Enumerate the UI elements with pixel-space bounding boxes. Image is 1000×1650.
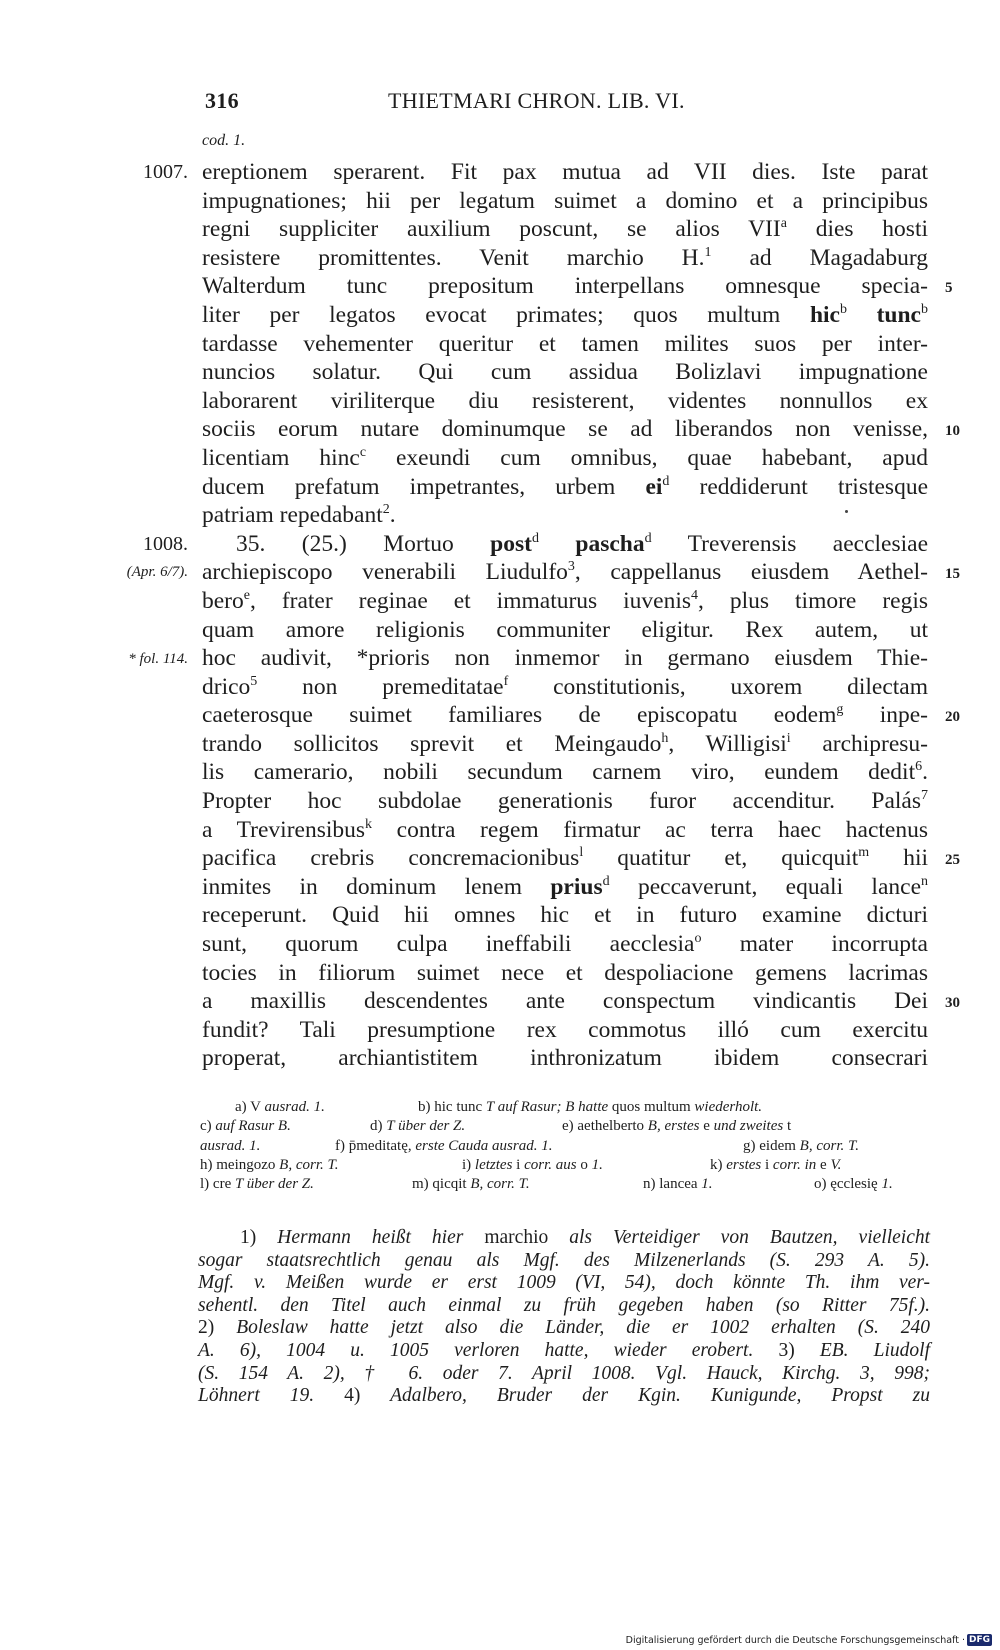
text-line: drico$^5$ non premeditatae$^f$ constitutionis, uxorem dilectam bbox=[202, 673, 928, 700]
text-line: sunt, quorum culpa ineffabili aecclesia$^o$ mater incorrupta bbox=[202, 931, 928, 958]
digitization-credit bbox=[626, 1634, 992, 1646]
margin-folio: * fol. 114. bbox=[128, 651, 188, 667]
text-line: tocies in filiorum suimet nece et despoliacione gemens lacrimas bbox=[202, 959, 928, 986]
text-line: pacifica crebris concremacionibus$^l$ quatitur et, quicquit$^m$ hii bbox=[202, 845, 928, 872]
text-line: fundit? Tali presumptione rex commotus illó cum exercitu bbox=[202, 1016, 928, 1043]
line-number-20: 20 bbox=[945, 709, 960, 725]
text-line: bero$^e$, frater reginae et immaturus iuvenis$^4$, plus timore regis bbox=[202, 587, 929, 614]
footnotes bbox=[198, 1227, 930, 1408]
text-line: a maxillis descendentes ante conspectum vindicantis Dei bbox=[202, 988, 928, 1015]
line-number-5: 5 bbox=[945, 280, 953, 296]
margin-year-1008: 1008. bbox=[143, 533, 188, 555]
critical-apparatus bbox=[200, 1098, 930, 1194]
page-number: 316 bbox=[205, 88, 239, 113]
text-line: a Trevirensibus$^k$ contra regem firmatur ac terra haec hactenus bbox=[202, 816, 928, 843]
text-line: lis camerario, nobili secundum carnem viro, eundem dedit$^6$. bbox=[202, 759, 928, 786]
apparatus-row: ausrad. 1. f) p̄meditatę, erste Cauda ausrad. 1. g) eidem B, corr. T. bbox=[200, 1137, 859, 1154]
main-text bbox=[202, 158, 928, 1073]
text-line: nuncios solatur. Qui cum assidua Bolizlavi impugnatione bbox=[202, 359, 928, 386]
text-line: trando sollicitos sprevit et Meingaudo$^h$, Willigisi$^i$ archipresu- bbox=[202, 730, 929, 757]
text-line: laborarent viriliterque diu resisterent, videntes nonnullos ex bbox=[202, 387, 928, 414]
margin-year-1007: 1007. bbox=[143, 161, 188, 183]
text-line: licentiam hinc$^c$ exeundi cum omnibus, quae habebant, apud bbox=[202, 444, 928, 471]
apparatus-row: a) V ausrad. 1. b) hic tunc T auf Rasur; B hatte quos multum wiederholt. bbox=[235, 1099, 763, 1115]
text-line: inmites in dominum lenem prius$^d$ peccaverunt, equali lance$^n$ bbox=[202, 873, 929, 900]
apparatus-row: l) cre T über der Z. m) qicqit B, corr. T. n) lancea 1. o) ęcclesię 1. bbox=[200, 1176, 893, 1193]
text-line: regni suppliciter auxilium poscunt, se alios VII$^a$ dies hosti bbox=[202, 216, 929, 243]
apparatus-row: h) meingozo B, corr. T. i) letztes i corr. aus o 1. k) erstes i corr. in e V. bbox=[200, 1156, 842, 1173]
line-number-15: 15 bbox=[945, 566, 960, 582]
text-line: patriam repedabant$^2$. bbox=[202, 502, 396, 529]
footnote-line: Löhnert 19. 4) Adalbero, Bruder der Kgin. Kunigunde, Propst zu bbox=[198, 1385, 931, 1407]
text-line: archiepiscopo venerabili Liudulfo$^3$, cappellanus eiusdem Aethel- bbox=[202, 559, 928, 586]
text-line: properat, archiantistitem inthronizatum ibidem consecrari bbox=[202, 1045, 928, 1072]
text-line: quam amore religionis communiter eligitur. Rex autem, ut bbox=[202, 616, 928, 643]
line-number-30: 30 bbox=[945, 995, 960, 1011]
text-line: 35. (25.) Mortuo post$^d$ pascha$^d$ Treverensis aecclesiae bbox=[236, 530, 929, 557]
footnote-line: sehentl. den Titel auch einmal zu früh gegeben haben (so Ritter 75f.). bbox=[198, 1294, 930, 1316]
footnote-line: Mgf. v. Meißen wurde er erst 1009 (VI, 54), doch könnte Th. ihm ver- bbox=[198, 1272, 930, 1294]
line-number-10: 10 bbox=[945, 423, 960, 439]
text-line: sociis eorum nutare dominumque se ad liberandos non venisse, bbox=[202, 416, 928, 443]
text-line: Propter hoc subdolae generationis furor accenditur. Palás$^7$ bbox=[202, 788, 928, 815]
credit-text: Digitalisierung gefördert durch die Deutsche Forschungsgemeinschaft · bbox=[625, 1634, 965, 1646]
text-line: ducem prefatum impetrantes, urbem $ei^d$ reddiderunt tristesque bbox=[202, 473, 929, 500]
text-line: resistere promittentes. Venit marchio H.$^1$ ad Magadaburg bbox=[202, 244, 928, 271]
footnote-line: A. 6), 1004 u. 1005 verloren hatte, wieder erobert. 3) EB. Liudolf bbox=[198, 1339, 930, 1361]
footnote-line: 2) Boleslaw hatte jetzt also die Länder, die er 1002 erhalten (S. 240 bbox=[198, 1317, 931, 1339]
running-title: THIETMARI CHRON. LIB. VI. bbox=[388, 88, 685, 113]
text-line: impugnationes; hii per legatum suimet a domino et a principibus bbox=[202, 187, 928, 214]
text-line: liter per legatos evocat primates; quos multum hic$^b$ tunc$^b$ bbox=[202, 301, 928, 328]
text-line: Walterdum tunc prepositum interpellans omnesque specia- bbox=[202, 273, 928, 300]
text-line: caeterosque suimet familiares de episcopatu eodem$^g$ inpe- bbox=[202, 702, 928, 729]
dfg-logo: DFG bbox=[968, 1635, 990, 1645]
apparatus-row: c) auf Rasur B. d) T über der Z. e) aethelberto B, erstes e und zweites t bbox=[200, 1118, 792, 1135]
codex-note: cod. 1. bbox=[202, 132, 246, 149]
footnote-line: sogar staatsrechtlich genau als Mgf. des Milzenerlands (S. 293 A. 5). bbox=[198, 1249, 930, 1271]
margin-date: (Apr. 6/7). bbox=[126, 564, 188, 580]
line-number-25: 25 bbox=[945, 852, 960, 868]
text-line: receperunt. Quid hii omnes hic et in futuro examine dicturi bbox=[202, 902, 928, 929]
text-line: hoc audivit, *prioris non inmemor in germano eiusdem Thie- bbox=[202, 645, 928, 672]
footnote-line: (S. 154 A. 2), † 6. oder 7. April 1008. Vgl. Hauck, Kirchg. 3, 998; bbox=[198, 1362, 930, 1384]
text-line: ereptionem sperarent. Fit pax mutua ad VII dies. Iste parat bbox=[202, 159, 928, 185]
footnote-line: 1) Hermann heißt hier marchio als Verteidiger von Bautzen, vielleicht bbox=[240, 1227, 931, 1248]
text-line: tardasse vehementer queritur et tamen milites suos per inter- bbox=[202, 330, 928, 357]
